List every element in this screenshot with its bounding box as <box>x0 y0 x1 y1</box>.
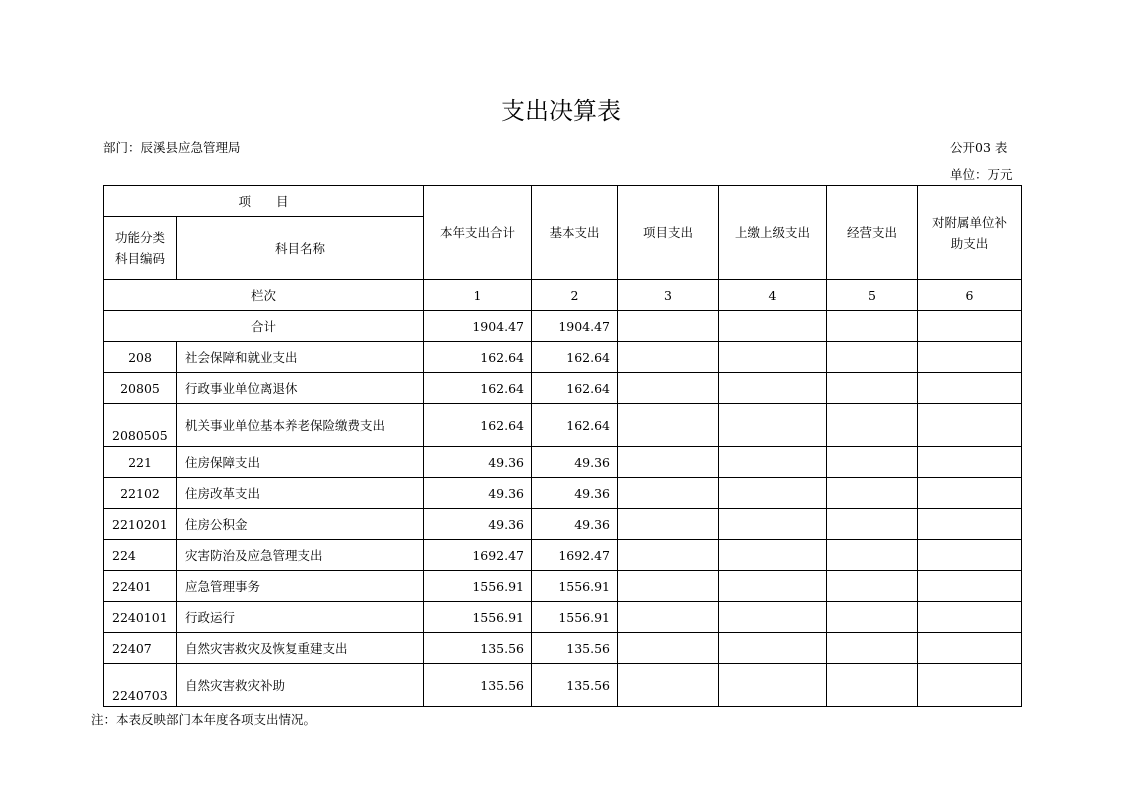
header-code: 功能分类科目编码 <box>104 217 177 280</box>
empty-cell <box>827 633 918 664</box>
table-row <box>104 447 1022 478</box>
table-row <box>104 509 1022 540</box>
empty-cell <box>618 571 719 602</box>
empty-cell <box>827 342 918 373</box>
row-name: 机关事业单位基本养老保险缴费支出 <box>177 404 424 447</box>
row-basic: 162.64 <box>532 342 618 373</box>
header-row-1 <box>104 186 1022 217</box>
empty-cell <box>719 404 827 447</box>
row-name: 住房保障支出 <box>177 447 424 478</box>
empty-cell <box>618 404 719 447</box>
empty-cell <box>618 633 719 664</box>
total-row <box>104 311 1022 342</box>
empty-cell <box>719 447 827 478</box>
empty-cell <box>827 373 918 404</box>
row-code: 2080505 <box>104 404 177 447</box>
row-name: 应急管理事务 <box>177 571 424 602</box>
empty-cell <box>918 404 1022 447</box>
table-row <box>104 373 1022 404</box>
empty-cell <box>827 311 918 342</box>
header-name: 科目名称 <box>177 217 424 280</box>
empty-cell <box>618 373 719 404</box>
empty-cell <box>618 664 719 707</box>
empty-cell <box>618 447 719 478</box>
column-index-label: 栏次 <box>104 280 424 311</box>
empty-cell <box>719 342 827 373</box>
row-code: 2210201 <box>104 509 177 540</box>
empty-cell <box>719 602 827 633</box>
row-total: 49.36 <box>424 509 532 540</box>
row-name: 灾害防治及应急管理支出 <box>177 540 424 571</box>
empty-cell <box>827 509 918 540</box>
row-total: 162.64 <box>424 342 532 373</box>
row-total: 49.36 <box>424 447 532 478</box>
empty-cell <box>719 478 827 509</box>
row-name: 自然灾害救灾补助 <box>177 664 424 707</box>
empty-cell <box>918 633 1022 664</box>
row-basic: 49.36 <box>532 478 618 509</box>
row-code: 2240703 <box>104 664 177 707</box>
table-row <box>104 342 1022 373</box>
empty-cell <box>918 540 1022 571</box>
header-business-expense: 经营支出 <box>827 186 918 280</box>
empty-cell <box>719 633 827 664</box>
column-index-4: 4 <box>719 280 827 311</box>
empty-cell <box>918 478 1022 509</box>
header-total-expense: 本年支出合计 <box>424 186 532 280</box>
empty-cell <box>918 447 1022 478</box>
empty-cell <box>719 540 827 571</box>
empty-cell <box>827 447 918 478</box>
empty-cell <box>618 602 719 633</box>
row-code: 208 <box>104 342 177 373</box>
row-total: 135.56 <box>424 664 532 707</box>
empty-cell <box>827 571 918 602</box>
row-total: 1692.47 <box>424 540 532 571</box>
row-code: 2240101 <box>104 602 177 633</box>
row-total: 1556.91 <box>424 602 532 633</box>
empty-cell <box>918 571 1022 602</box>
empty-cell <box>719 571 827 602</box>
empty-cell <box>918 509 1022 540</box>
table-row <box>104 404 1022 447</box>
total-label: 合计 <box>104 311 424 342</box>
table-row <box>104 540 1022 571</box>
total-basic-value: 1904.47 <box>532 311 618 342</box>
empty-cell <box>827 602 918 633</box>
row-basic: 1556.91 <box>532 602 618 633</box>
column-index-5: 5 <box>827 280 918 311</box>
empty-cell <box>618 509 719 540</box>
header-subsidiary-subsidy: 对附属单位补助支出 <box>918 186 1022 280</box>
table-row <box>104 633 1022 664</box>
row-basic: 162.64 <box>532 373 618 404</box>
expenditure-table <box>103 185 1022 707</box>
column-index-row <box>104 280 1022 311</box>
column-index-6: 6 <box>918 280 1022 311</box>
empty-cell <box>918 311 1022 342</box>
page-title: 支出决算表 <box>501 97 621 125</box>
row-total: 135.56 <box>424 633 532 664</box>
row-code: 22102 <box>104 478 177 509</box>
row-code: 22407 <box>104 633 177 664</box>
empty-cell <box>827 478 918 509</box>
row-total: 162.64 <box>424 404 532 447</box>
row-name: 行政运行 <box>177 602 424 633</box>
footnote: 注：本表反映部门本年度各项支出情况。 <box>91 712 317 727</box>
empty-cell <box>618 311 719 342</box>
row-name: 住房改革支出 <box>177 478 424 509</box>
empty-cell <box>918 373 1022 404</box>
total-expense-value: 1904.47 <box>424 311 532 342</box>
row-code: 22401 <box>104 571 177 602</box>
row-basic: 135.56 <box>532 633 618 664</box>
row-basic: 1692.47 <box>532 540 618 571</box>
header-project: 项 目 <box>104 186 424 217</box>
row-code: 221 <box>104 447 177 478</box>
empty-cell <box>719 373 827 404</box>
row-basic: 135.56 <box>532 664 618 707</box>
row-total: 162.64 <box>424 373 532 404</box>
empty-cell <box>827 540 918 571</box>
row-basic: 49.36 <box>532 447 618 478</box>
form-number-label: 公开03 表 <box>950 140 1008 155</box>
row-basic: 49.36 <box>532 509 618 540</box>
empty-cell <box>719 311 827 342</box>
header-basic-expense: 基本支出 <box>532 186 618 280</box>
empty-cell <box>618 540 719 571</box>
table-row <box>104 478 1022 509</box>
table-row <box>104 664 1022 707</box>
row-name: 社会保障和就业支出 <box>177 342 424 373</box>
empty-cell <box>719 664 827 707</box>
table-row <box>104 602 1022 633</box>
column-index-2: 2 <box>532 280 618 311</box>
empty-cell <box>618 478 719 509</box>
row-name: 住房公积金 <box>177 509 424 540</box>
unit-label: 单位：万元 <box>950 167 1013 182</box>
row-name: 行政事业单位离退休 <box>177 373 424 404</box>
row-basic: 1556.91 <box>532 571 618 602</box>
empty-cell <box>918 664 1022 707</box>
column-index-3: 3 <box>618 280 719 311</box>
empty-cell <box>719 509 827 540</box>
row-basic: 162.64 <box>532 404 618 447</box>
row-total: 1556.91 <box>424 571 532 602</box>
row-total: 49.36 <box>424 478 532 509</box>
header-upper-payment: 上缴上级支出 <box>719 186 827 280</box>
empty-cell <box>918 342 1022 373</box>
empty-cell <box>827 664 918 707</box>
column-index-1: 1 <box>424 280 532 311</box>
empty-cell <box>618 342 719 373</box>
row-code: 20805 <box>104 373 177 404</box>
department-label: 部门：辰溪县应急管理局 <box>103 140 241 155</box>
header-project-expense: 项目支出 <box>618 186 719 280</box>
row-code: 224 <box>104 540 177 571</box>
table-row <box>104 571 1022 602</box>
row-name: 自然灾害救灾及恢复重建支出 <box>177 633 424 664</box>
empty-cell <box>918 602 1022 633</box>
empty-cell <box>827 404 918 447</box>
